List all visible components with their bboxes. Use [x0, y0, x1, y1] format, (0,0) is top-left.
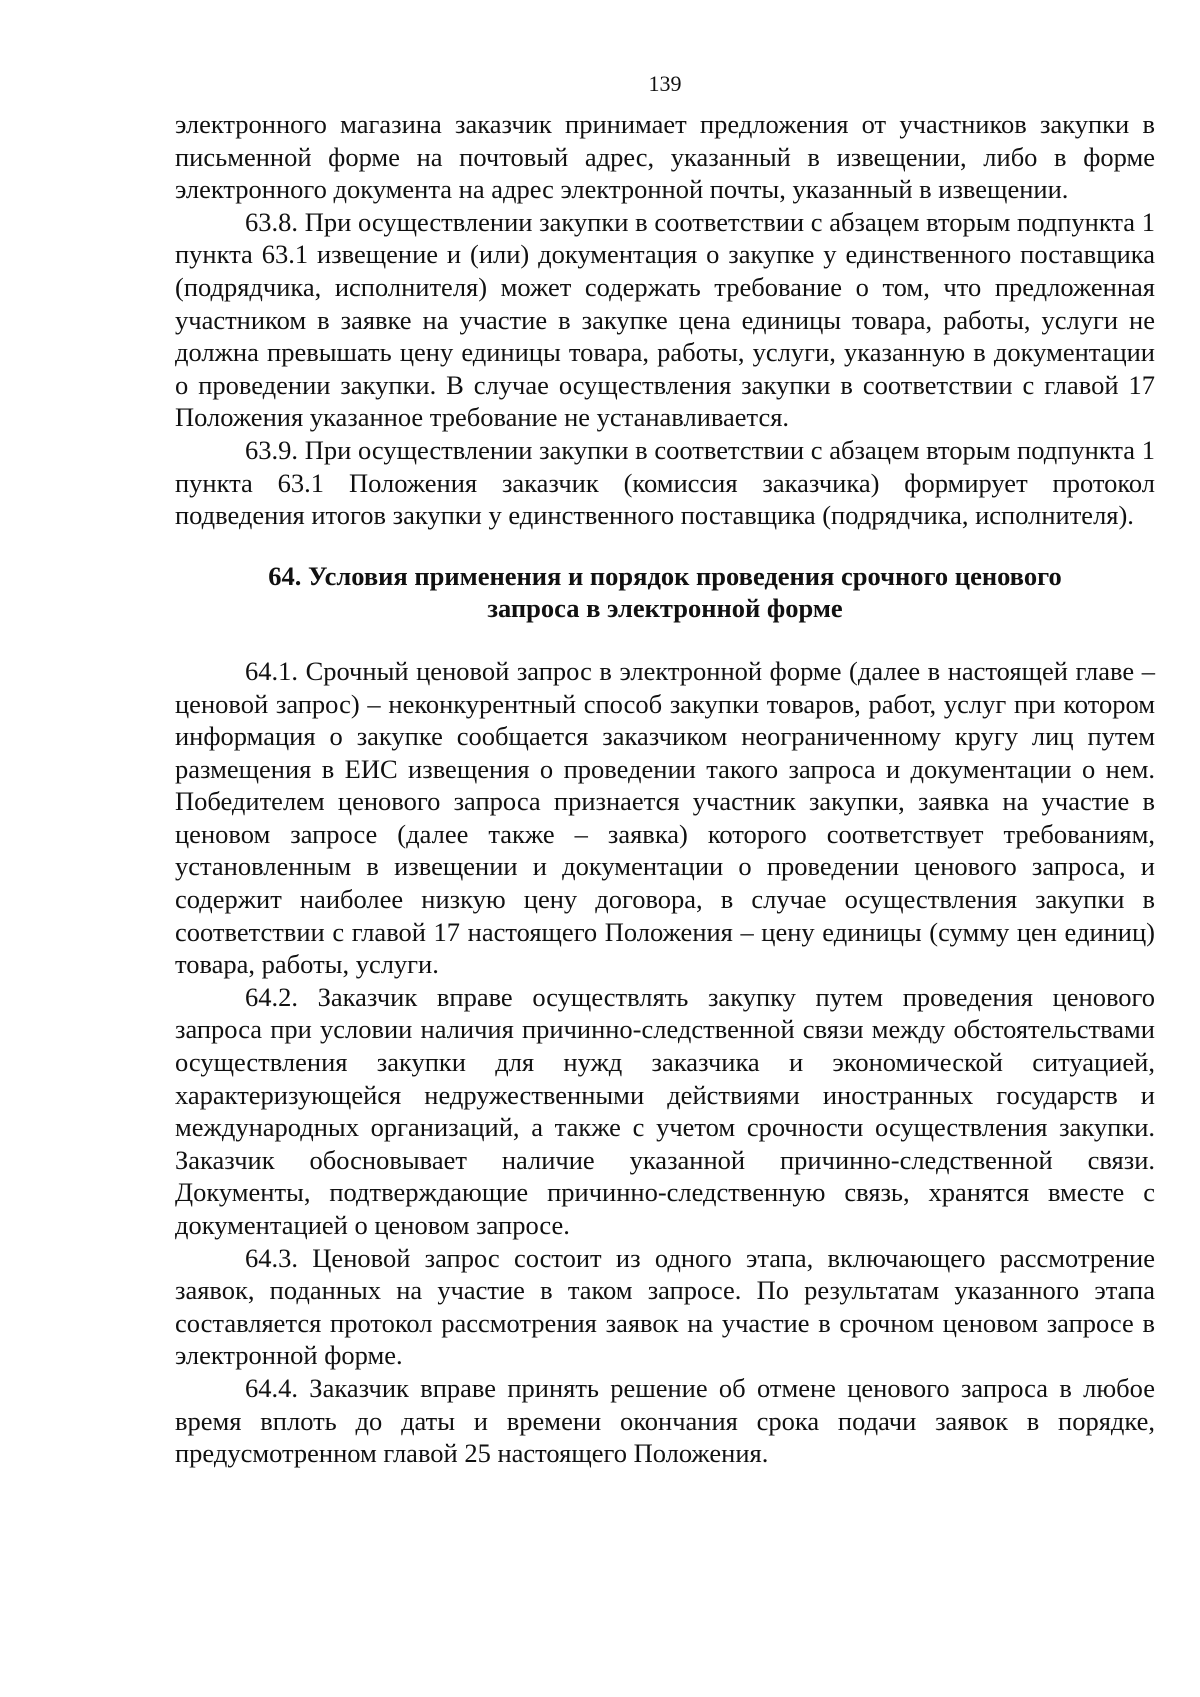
- paragraph-64-2: 64.2. Заказчик вправе осуществлять закупку путем проведения ценового запроса при условии наличия причинно-следственной связи между обстоятельствами осуществления закупки для нужд заказчика и экономической ситуацией, характеризующейся недружественными действиями иностранных государств и международных организаций, а также с учетом срочности осуществления закупки. Заказчик обосновывает наличие указанной причинно-следственной связи. Документы, подтверждающие причинно-следственную связь, хранятся вместе с документацией о ценовом запросе.: [175, 981, 1155, 1240]
- section-heading-line-2: запроса в электронной форме: [487, 593, 843, 624]
- paragraph-63-8: 63.8. При осуществлении закупки в соответствии с абзацем вторым подпункта 1 пункта 63.1 извещение и (или) документация о закупке у единственного поставщика (подрядчика, исполнителя) может содержать требование о том, что предложенная участником в заявке на участие в закупке цена единицы товара, работы, услуги не должна превышать цену единицы товара, работы, услуги, указанную в документации о проведении закупки. В случае осуществления закупки в соответствии с главой 17 Положения указанное требование не устанавливается.: [175, 206, 1155, 433]
- document-page: [175, 70, 1155, 1470]
- section-heading: [175, 560, 1155, 625]
- paragraph-continuation: электронного магазина заказчик принимает предложения от участников закупки в письменной форме на почтовый адрес, указанный в извещении, либо в форме электронного документа на адрес электронной почты, указанный в извещении.: [175, 109, 1155, 205]
- page-number: 139: [648, 71, 682, 96]
- paragraph-64-3: 64.3. Ценовой запрос состоит из одного этапа, включающего рассмотрение заявок, поданных на участие в таком запросе. По результатам указанного этапа составляется протокол рассмотрения заявок на участие в срочном ценовом запросе в электронной форме.: [175, 1242, 1155, 1371]
- paragraph-63-9: 63.9. При осуществлении закупки в соответствии с абзацем вторым подпункта 1 пункта 63.1 Положения заказчик (комиссия заказчика) формирует протокол подведения итогов закупки у единственного поставщика (подрядчика, исполнителя).: [175, 434, 1155, 531]
- paragraph-64-1: 64.1. Срочный ценовой запрос в электронной форме (далее в настоящей главе – ценовой запрос) – неконкурентный способ закупки товаров, работ, услуг при котором информация о закупке сообщается заказчиком неограниченному кругу лиц путем размещения в ЕИС извещения о проведении такого запроса и документации о нем. Победителем ценового запроса признается участник закупки, заявка на участие в ценовом запросе (далее также – заявка) которого соответствует требованиям, установленным в извещении и документации о проведении ценового запроса, и содержит наиболее низкую цену договора, в случае осуществления закупки в соответствии с главой 17 настоящего Положения – цену единицы (сумму цен единиц) товара, работы, услуги.: [175, 655, 1155, 980]
- section-heading-line-1: 64. Условия применения и порядок проведения срочного ценового: [268, 560, 1062, 591]
- paragraph-64-4: 64.4. Заказчик вправе принять решение об отмене ценового запроса в любое время вплоть до даты и времени окончания срока подачи заявок в порядке, предусмотренном главой 25 настоящего Положения.: [175, 1372, 1155, 1469]
